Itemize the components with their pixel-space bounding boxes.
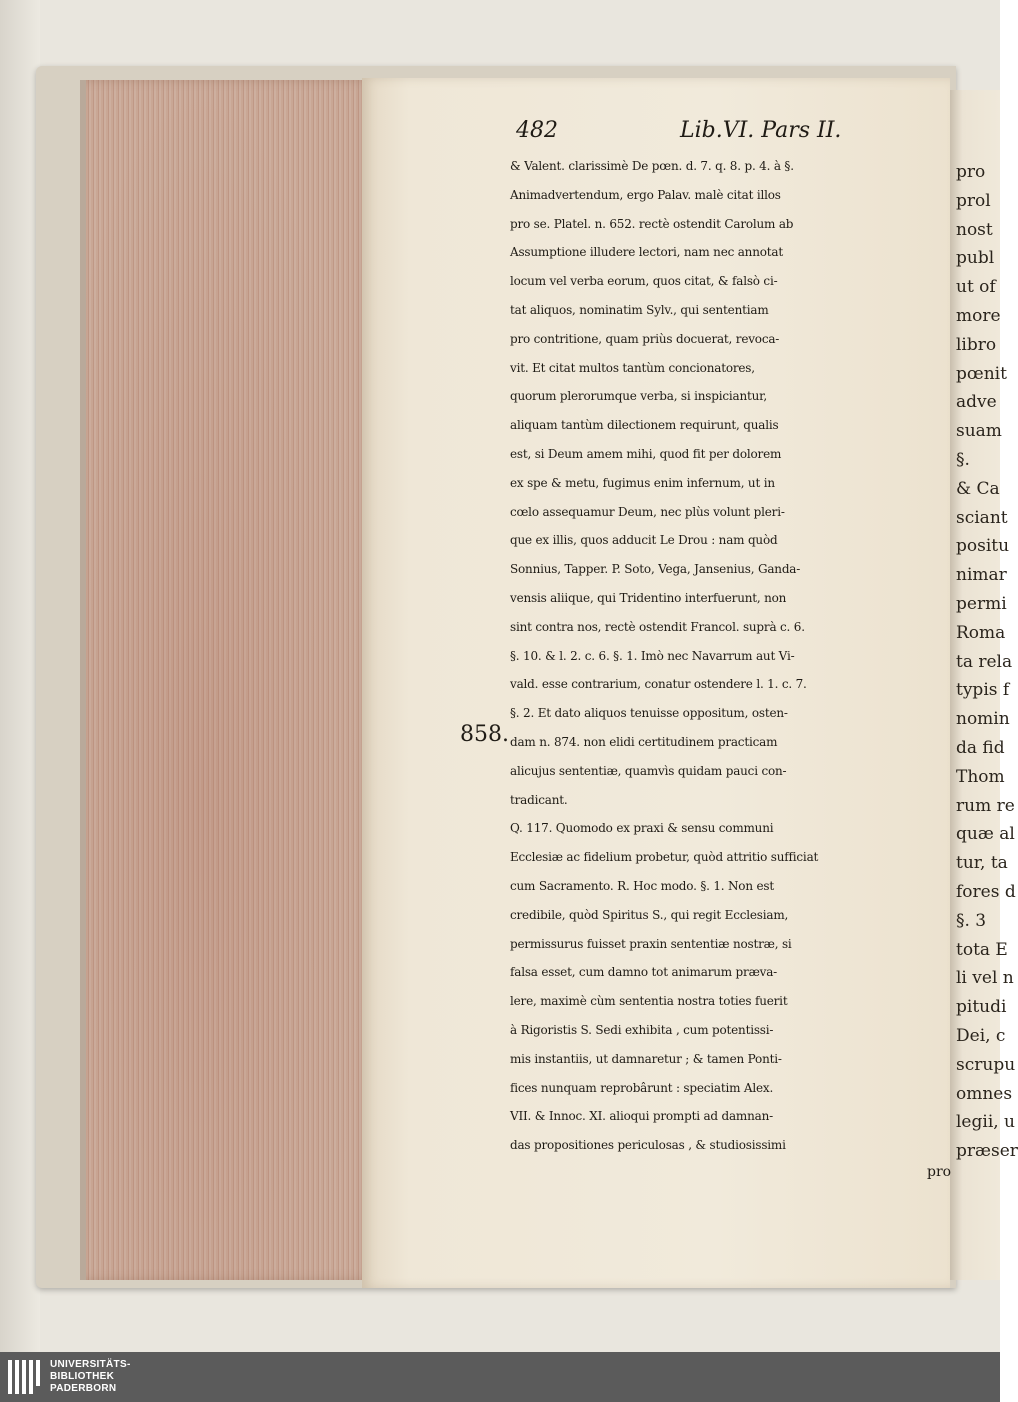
facing-page-line: nimar: [956, 565, 1007, 586]
text-line: mis instantiis, ut damnaretur ; & tamen Ponti-: [510, 1051, 782, 1066]
text-line: falsa esset, cum damno tot animarum præva-: [510, 965, 778, 980]
text-line: permissurus fuisset praxin sententiæ nostræ, si: [510, 936, 792, 951]
text-line: locum vel verba eorum, quos citat, & falsò ci-: [510, 274, 778, 289]
text-line: cœlo assequamur Deum, nec plùs volunt pleri-: [510, 504, 785, 519]
facing-page-line: Roma: [956, 622, 1006, 643]
text-line: Sonnius, Tapper. P. Soto, Vega, Jansenius, Ganda-: [510, 562, 801, 577]
text-line: tat aliquos, nominatim Sylv., qui sententiam: [510, 302, 769, 317]
facing-page-fragment: [950, 90, 1018, 1280]
text-line: vald. esse contrarium, conatur ostendere l. 1. c. 7.: [510, 677, 807, 692]
facing-page-line: da fid: [956, 738, 1005, 758]
text-line: est, si Deum amem mihi, quod fit per dolorem: [510, 446, 782, 461]
facing-page-line: fores d: [956, 882, 1016, 902]
logo-line: UNIVERSITÄTS-: [50, 1359, 131, 1370]
text-line: fices nunquam reprobârunt : speciatim Alex.: [510, 1080, 774, 1095]
facing-page-line: ut of: [956, 277, 996, 298]
page-edges: [80, 80, 374, 1280]
text-line: §. 10. & l. 2. c. 6. §. 1. Imò nec Navarrum aut Vi-: [510, 648, 795, 663]
facing-page-line: adve: [956, 392, 997, 413]
text-line: ex spe & metu, fugimus enim infernum, ut in: [510, 475, 775, 490]
facing-page-line: & Ca: [956, 478, 1000, 499]
facing-page-line: §.: [956, 450, 970, 470]
facing-page-line: more: [956, 306, 1001, 326]
facing-page-line: nost: [956, 219, 993, 240]
library-logo-text: [50, 1359, 131, 1395]
facing-page-line: pitudi: [956, 997, 1007, 1018]
library-footer: [0, 1352, 1000, 1402]
text-line: credibile, quòd Spiritus S., qui regit Ecclesiam,: [510, 907, 789, 922]
page-number: 482: [516, 118, 558, 143]
text-line: lere, maximè cùm sententia nostra toties fuerit: [510, 994, 788, 1009]
facing-page-line: pœnit: [956, 363, 1007, 384]
facing-page-line: Thom: [956, 766, 1005, 787]
facing-page-line: typis f: [956, 680, 1010, 701]
logo-line: PADERBORN: [50, 1383, 117, 1394]
text-line: pro contritione, quam priùs docuerat, revoca-: [510, 331, 780, 346]
facing-page-line: nomin: [956, 709, 1010, 730]
body-text: [510, 152, 955, 1160]
page-header: [510, 118, 955, 152]
facing-page-line: quæ al: [956, 824, 1015, 845]
facing-page-line: tur, ta: [956, 853, 1008, 874]
text-line: que ex illis, quos adducit Le Drou : nam quòd: [510, 533, 778, 548]
facing-page-line: Dei, c: [956, 1026, 1006, 1046]
text-line: & Valent. clarissimè De pœn. d. 7. q. 8. p. 4. à §.: [510, 159, 794, 173]
text-line: Animadvertendum, ergo Palav. malè citat illos: [510, 187, 781, 202]
text-line: vensis aliique, qui Tridentino interfuerunt, non: [510, 590, 787, 605]
facing-page-line: suam: [956, 421, 1002, 442]
text-line: dam n. 874. non elidi certitudinem practicam: [510, 734, 778, 749]
text-line: das propositiones periculosas , & studiosissimi: [510, 1138, 786, 1153]
text-line: cum Sacramento. R. Hoc modo. §. 1. Non est: [510, 878, 774, 893]
facing-page-line: libro: [956, 334, 997, 355]
text-line: VII. & Innoc. XI. alioqui prompti ad damnan-: [510, 1109, 773, 1124]
facing-page-line: tota E: [956, 939, 1008, 960]
text-line: sint contra nos, rectè ostendit Francol. suprà c. 6.: [510, 619, 805, 634]
facing-page-line: sciant: [956, 507, 1008, 528]
text-line: alicujus sententiæ, quamvìs quidam pauci con-: [510, 763, 787, 778]
margin-paragraph-number: 858.: [460, 722, 509, 747]
facing-page-line: publ: [956, 248, 995, 269]
scan-background: [0, 0, 40, 1352]
facing-page-line: ta rela: [956, 651, 1013, 672]
facing-page-line: præser: [956, 1141, 1018, 1162]
facing-page-line: omnes: [956, 1083, 1013, 1104]
facing-page-line: prol: [956, 190, 991, 211]
facing-page-line: scrupu: [956, 1054, 1016, 1075]
running-head: Lib.VI. Pars II.: [680, 118, 842, 143]
text-line: Q. 117. Quomodo ex praxi & sensu communi: [510, 821, 774, 836]
text-line: Assumptione illudere lectori, nam nec annotat: [510, 245, 783, 260]
text-line: vit. Et citat multos tantùm concionatores,: [510, 360, 755, 375]
catchword: pro: [927, 1164, 952, 1180]
library-logo-icon: [8, 1360, 42, 1394]
text-line: Ecclesiæ ac fidelium probetur, quòd attritio sufficiat: [510, 850, 819, 865]
facing-page-line: rum re: [956, 795, 1015, 816]
facing-page-line: pro: [956, 162, 986, 182]
text-line: aliquam tantùm dilectionem requirunt, qualis: [510, 418, 779, 433]
facing-page-line: permi: [956, 594, 1007, 614]
facing-page-line: legii, u: [956, 1112, 1016, 1133]
facing-page-line: §. 3: [956, 910, 987, 931]
logo-line: BIBLIOTHEK: [50, 1371, 115, 1382]
text-line: quorum plerorumque verba, si inspiciantur,: [510, 389, 768, 404]
facing-page-line: positu: [956, 536, 1010, 557]
facing-page-line: li vel n: [956, 968, 1014, 989]
text-line: tradicant.: [510, 792, 568, 807]
page-text: [510, 118, 955, 1160]
text-line: à Rigoristis S. Sedi exhibita , cum potentissi-: [510, 1022, 774, 1037]
text-line: §. 2. Et dato aliquos tenuisse oppositum, osten-: [510, 706, 788, 721]
text-line: pro se. Platel. n. 652. rectè ostendit Carolum ab: [510, 216, 794, 231]
